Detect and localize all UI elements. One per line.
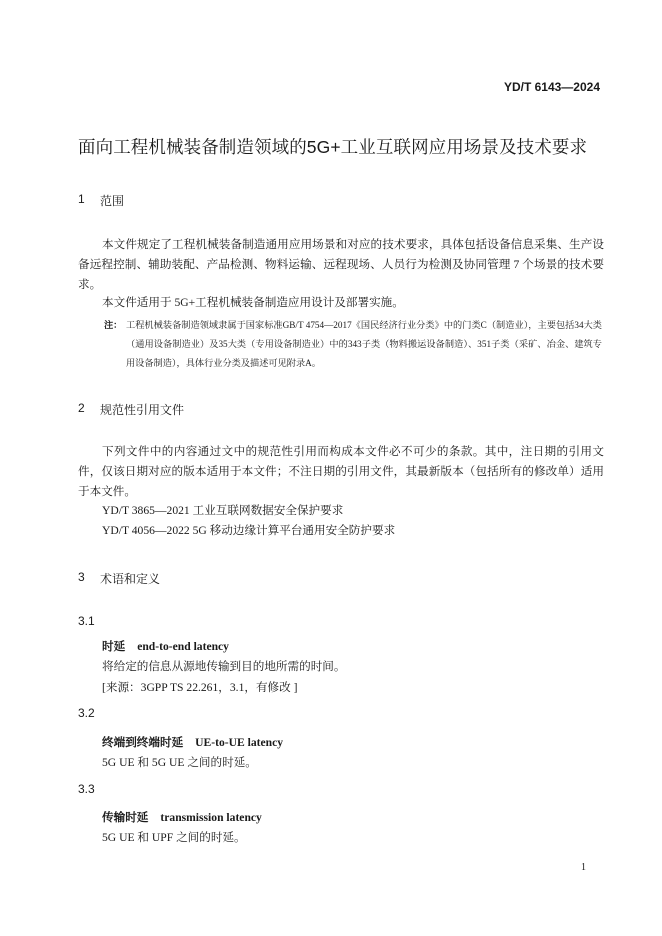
section-2-number: 2 [78, 401, 85, 415]
term-number: 3.2 [78, 706, 95, 720]
reference-item: YD/T 3865—2021 工业互联网数据安全保护要求 [102, 504, 344, 517]
term-definition: 将给定的信息从源地传输到目的地所需的时间。 [102, 660, 346, 673]
term-heading [102, 808, 262, 828]
term-chinese: 传输时延 [102, 811, 149, 824]
term-english: UE-to-UE latency [195, 736, 284, 749]
section-1-note [104, 316, 602, 373]
term-chinese: 终端到终端时延 [102, 736, 184, 749]
term-number: 3.3 [78, 782, 95, 796]
note-text: 工程机械装备制造领域隶属于国家标准GB/T 4754—2017《国民经济行业分类》中的门类C（制造业），主要包括34大类（通用设备制造业）及35大类（专用设备制造业）中的343子类（物料搬运设备制造）、351子类（采矿、冶金、建筑专用设备制造），具体行业分类及描述可见附录A。 [126, 320, 602, 368]
term-source: [来源：3GPP TS 22.261，3.1，有修改 ] [102, 681, 298, 694]
page-number: 1 [581, 862, 586, 873]
section-3-title: 术语和定义 [100, 572, 161, 586]
note-label: 注： [104, 320, 123, 330]
section-1-title: 范围 [100, 194, 125, 208]
term-definition: 5G UE 和 5G UE 之间的时延。 [102, 756, 257, 769]
term-definition: 5G UE 和 UPF 之间的时延。 [102, 831, 246, 844]
term-heading [102, 733, 283, 753]
section-3-number: 3 [78, 570, 85, 584]
section-1-paragraph-1: 本文件规定了工程机械装备制造通用应用场景和对应的技术要求，具体包括设备信息采集、生产设备远程控制、辅助装配、产品检测、物料运输、远程现场、人员行为检测及协同管理 7 个场景的技术要求。 [78, 238, 604, 291]
section-2-title: 规范性引用文件 [100, 403, 185, 417]
term-chinese: 时延 [102, 640, 126, 653]
section-1-paragraph-2: 本文件适用于 5G+工程机械装备制造应用设计及部署实施。 [102, 296, 404, 309]
term-english: end-to-end latency [137, 640, 229, 653]
term-number: 3.1 [78, 614, 95, 628]
reference-item: YD/T 4056—2022 5G 移动边缘计算平台通用安全防护要求 [102, 524, 396, 537]
document-title: 面向工程机械装备制造领域的5G+工业互联网应用场景及技术要求 [78, 137, 588, 157]
section-1-number: 1 [78, 192, 85, 206]
term-english: transmission latency [160, 811, 262, 824]
term-heading [102, 637, 229, 657]
section-2-paragraph-1: 下列文件中的内容通过文中的规范性引用而构成本文件必不可少的条款。其中，注日期的引用文件，仅该日期对应的版本适用于本文件；不注日期的引用文件，其最新版本（包括所有的修改单）适用于本文件。 [78, 445, 604, 498]
document-number: YD/T 6143—2024 [503, 80, 600, 94]
